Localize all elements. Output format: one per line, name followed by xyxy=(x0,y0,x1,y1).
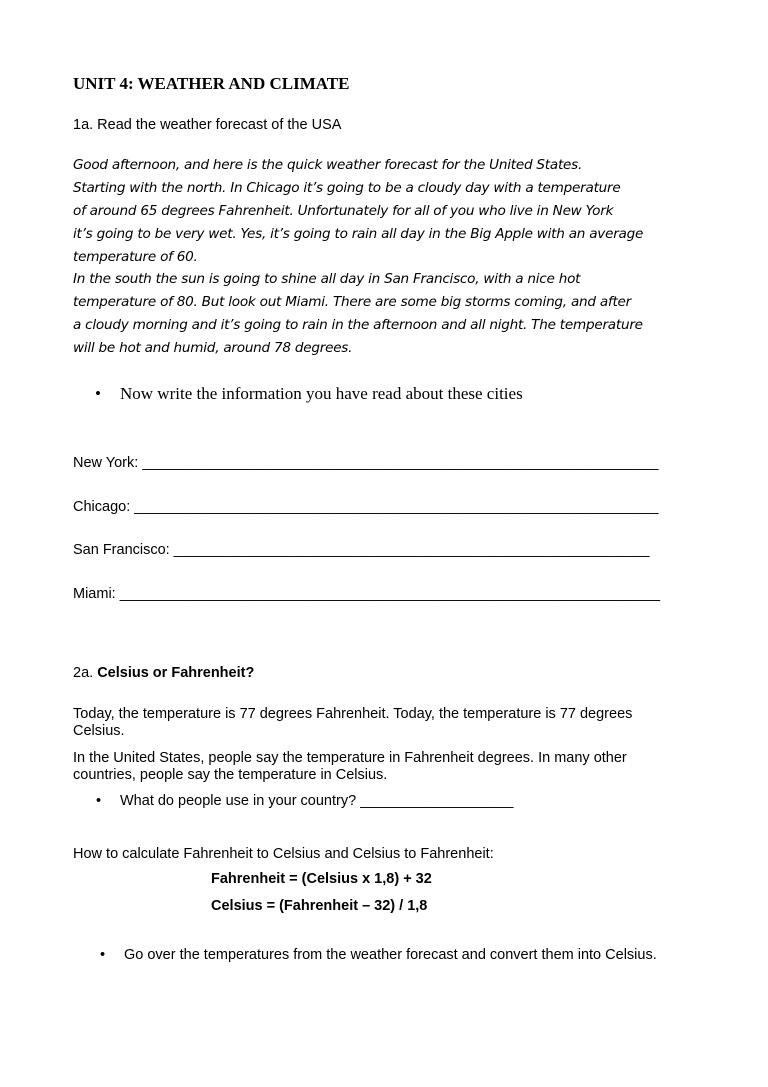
forecast-line: Starting with the north. In Chicago it’s going to be a cloudy day with a temperature xyxy=(73,180,621,196)
question-text[interactable]: What do people use in your country? ___________________ xyxy=(120,793,514,809)
section-2a-heading xyxy=(73,665,254,681)
forecast-line: a cloudy morning and it’s going to rain in the afternoon and all night. The temperature xyxy=(73,317,643,333)
answer-blank[interactable]: ___________________________________________________________________ xyxy=(119,586,661,602)
forecast-line: temperature of 80. But look out Miami. There are some big storms coming, and after xyxy=(73,294,631,310)
forecast-paragraph-2 xyxy=(73,268,713,360)
calc-intro: How to calculate Fahrenheit to Celsius and Celsius to Fahrenheit: xyxy=(73,846,494,862)
section-number: 2a. xyxy=(73,665,94,681)
forecast-line: will be hot and humid, around 78 degrees. xyxy=(73,340,353,356)
forecast-line: temperature of 60. xyxy=(73,249,198,265)
answer-blank[interactable]: _________________________________________________________________ xyxy=(134,499,659,515)
formula-celsius: Celsius = (Fahrenheit – 32) / 1,8 xyxy=(211,898,428,914)
answer-blank[interactable]: ___________________________________________________________ xyxy=(173,542,650,558)
paragraph-line: Celsius. xyxy=(73,723,125,739)
forecast-line: In the south the sun is going to shine all day in San Francisco, with a nice hot xyxy=(73,271,581,287)
paragraph-line: In the United States, people say the temperature in Fahrenheit degrees. In many other xyxy=(73,750,627,766)
bullet-icon: • xyxy=(100,947,106,963)
page-title: UNIT 4: WEATHER AND CLIMATE xyxy=(73,74,350,93)
city-label: Chicago: xyxy=(73,499,131,515)
forecast-line: Good afternoon, and here is the quick weather forecast for the United States. xyxy=(73,157,583,173)
city-label: New York: xyxy=(73,455,139,471)
instruction-bullet xyxy=(95,384,523,404)
answer-row-new-york[interactable] xyxy=(73,455,658,471)
paragraph-line: countries, people say the temperature in Celsius. xyxy=(73,767,388,783)
forecast-line: it’s going to be very wet. Yes, it’s going to rain all day in the Big Apple with an average xyxy=(73,226,644,242)
forecast-paragraph-1 xyxy=(73,154,713,269)
final-bullet xyxy=(100,947,657,963)
bullet-icon: • xyxy=(96,793,102,809)
question-bullet[interactable] xyxy=(96,793,513,809)
city-label: Miami: xyxy=(73,586,116,602)
final-instruction-text: Go over the temperatures from the weather forecast and convert them into Celsius. xyxy=(124,947,657,963)
formula-fahrenheit: Fahrenheit = (Celsius x 1,8) + 32 xyxy=(211,871,432,887)
city-label: San Francisco: xyxy=(73,542,170,558)
paragraph-line: Today, the temperature is 77 degrees Fahrenheit. Today, the temperature is 77 degrees xyxy=(73,706,633,722)
section-1a-heading: 1a. Read the weather forecast of the USA xyxy=(73,117,342,133)
instruction-text: Now write the information you have read about these cities xyxy=(120,384,523,403)
forecast-line: of around 65 degrees Fahrenheit. Unfortunately for all of you who live in New York xyxy=(73,203,614,219)
answer-row-san-francisco[interactable] xyxy=(73,542,650,558)
answer-row-miami[interactable] xyxy=(73,586,660,602)
bullet-icon: • xyxy=(95,384,101,403)
section-title: Celsius or Fahrenheit? xyxy=(97,665,255,681)
answer-row-chicago[interactable] xyxy=(73,499,658,515)
answer-blank[interactable]: ________________________________________________________________ xyxy=(142,455,659,471)
